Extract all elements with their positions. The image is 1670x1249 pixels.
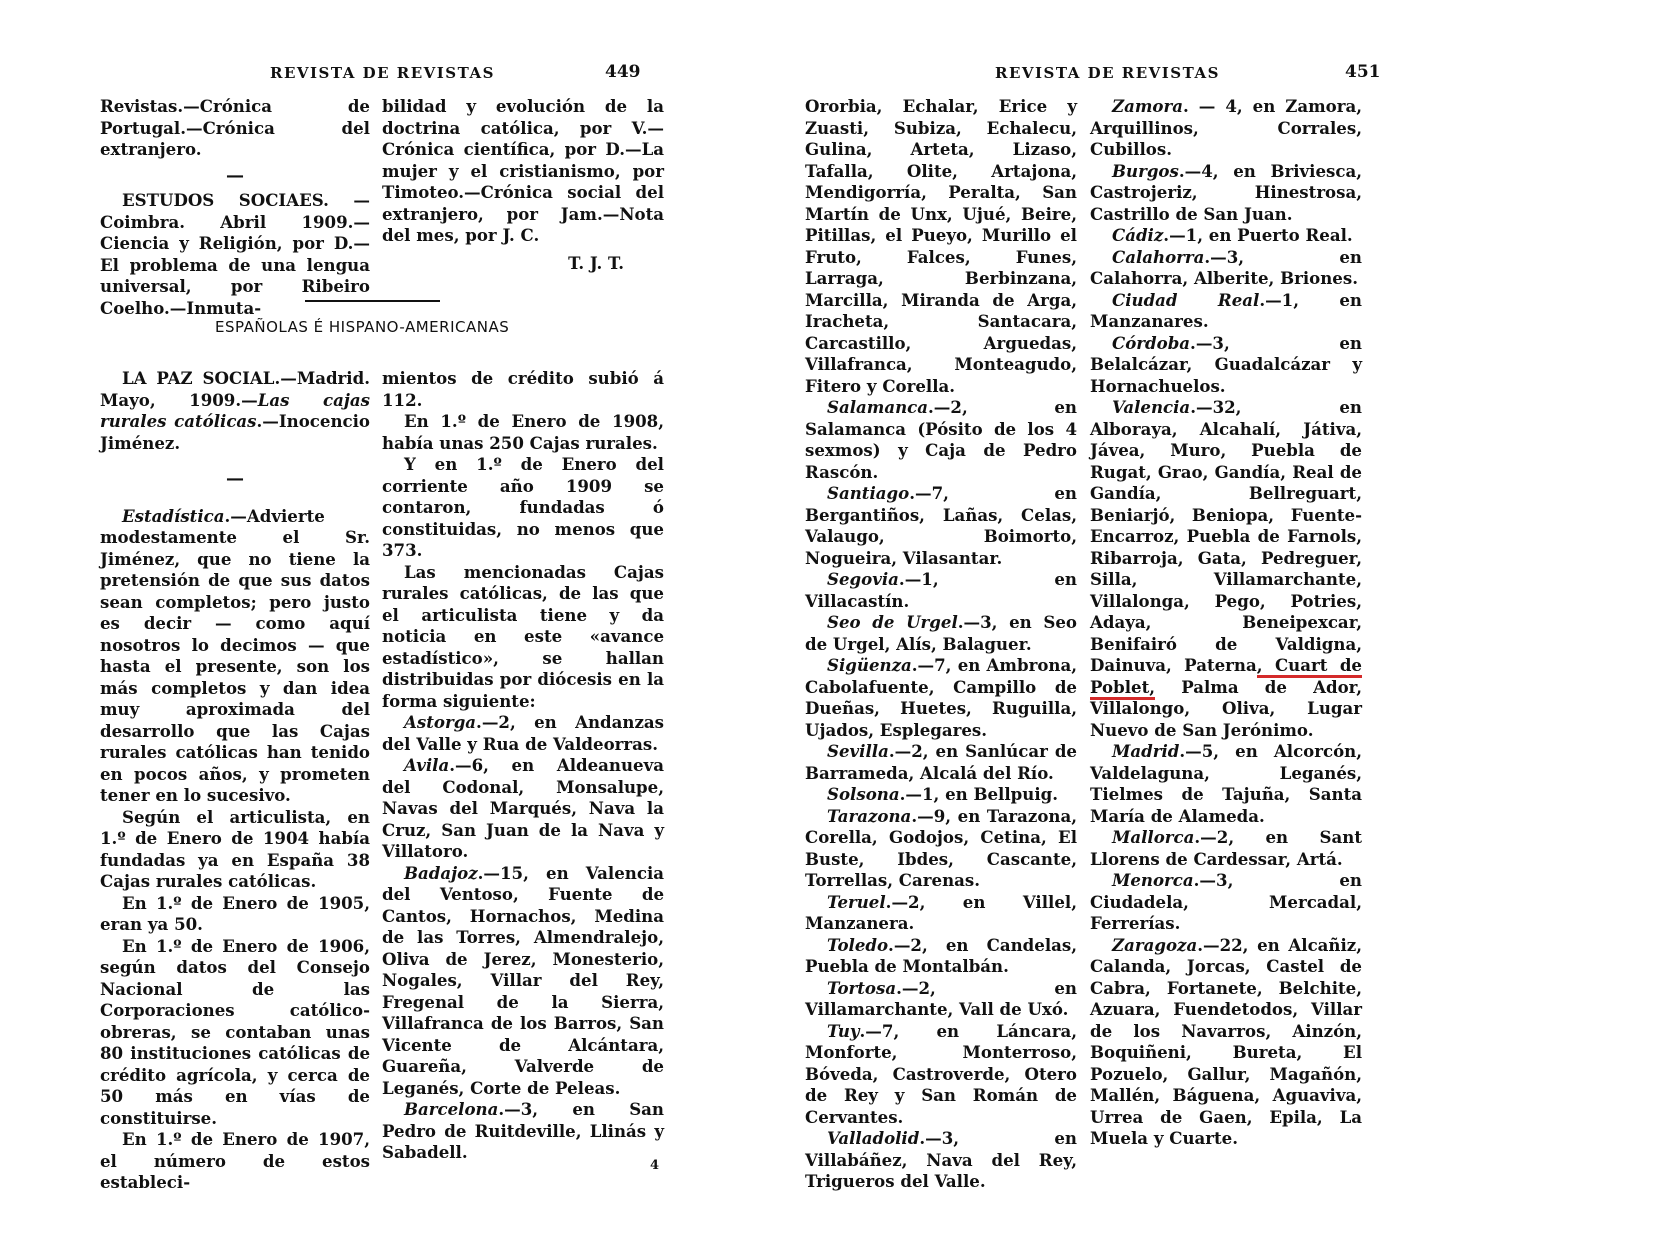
paragraph: Estadística.—Advierte modestamente el Sr. Jiménez, que no tiene la pretensión de que sus datos sean completos; pero justo es decir — como aquí nosotros lo decimos — que hasta el presente, son los más completos y dan idea muy aproximada del desarrollo que las Cajas rurales católicas han tenido en pocos años, y prometen tener en lo sucesivo. bbox=[100, 505, 370, 805]
paragraph: En 1.º de Enero de 1907, el número de estos estableci- bbox=[100, 1129, 370, 1192]
diocese-entry: Seo de Urgel.—3, en Seo de Urgel, Alís, Balaguer. bbox=[805, 612, 1077, 654]
paragraph: Y en 1.º de Enero del corriente año 1909 se contaron, fundadas ó constituidas, no menos que 373. bbox=[382, 454, 664, 560]
paragraph: Según el articulista, en 1.º de Enero de 1904 había fundadas ya en España 38 Cajas rurales católicas. bbox=[100, 806, 370, 891]
diocese-entry: Tuy.—7, en Láncara, Monforte, Monterroso, Bóveda, Castroverde, Otero de Rey y San Román de Cervantes. bbox=[805, 1020, 1077, 1127]
diocese-entry: Solsona.—1, en Bellpuig. bbox=[827, 784, 1059, 804]
journal-name: LA PAZ SOCIAL bbox=[122, 368, 275, 388]
paragraph: Ororbia, Echalar, Erice y Zuasti, Subiza, Echalecu, Gulina, Arteta, Lizaso, Tafalla, Olite, Artajona, Mendigorría, Peralta, San Martín de Unx, Ujué, Beire, Pitillas, el Pueyo, Murillo el Fruto, Falces, Funes, Larraga, Berbinzana, Marcilla, Miranda de Arga, Iracheta, Santacara, Carcastillo, Arguedas, Villafranca, Monteagudo, Fitero y Corella. bbox=[805, 96, 1077, 396]
diocese-entry: Avila.—6, en Aldeanueva del Codonal, Monsalupe, Navas del Marqués, Nava la Cruz, San Juan de la Nava y Villatoro. bbox=[382, 755, 664, 861]
signature-mark: 4 bbox=[650, 1158, 660, 1173]
diocese-entry: Tarazona.—9, en Tarazona, Corella, Godojos, Cetina, El Buste, Ibdes, Cascante, Torrellas, Carenas. bbox=[805, 805, 1077, 890]
diocese-entry: Barcelona.—3, en San Pedro de Ruitdeville, Llinás y Sabadell. bbox=[382, 1099, 664, 1162]
paragraph: ESTUDOS SOCIAES. — Coimbra. Abril 1909.—Ciencia y Religión, por D.—El problema de una lengua universal, por Ribeiro Coelho.—Inmuta- bbox=[100, 190, 370, 318]
left-col1-top bbox=[100, 96, 370, 319]
diocese-entry: Burgos.—4, en Briviesca, Castrojeriz, Hinestrosa, Castrillo de San Juan. bbox=[1090, 160, 1362, 224]
paragraph: En 1.º de Enero de 1906, según datos del Consejo Nacional de las Corporaciones católico-obreras, se contaban unas 80 instituciones católicas de crédito agrícola, y cerca de 50 más en vías de constituirse. bbox=[100, 935, 370, 1128]
red-underline-annotation: , Cuart de Poblet, bbox=[1090, 655, 1362, 700]
running-head: REVISTA DE REVISTAS bbox=[995, 64, 1220, 82]
running-head: REVISTA DE REVISTAS bbox=[270, 64, 495, 82]
separator-dash: — bbox=[226, 164, 244, 186]
diocese-entry: Valladolid.—3, en Villabáñez, Nava del Rey, Trigueros del Valle. bbox=[805, 1128, 1077, 1191]
paragraph: bilidad y evolución de la doctrina católica, por V.—Crónica científica, por D.—La mujer y el cristianismo, por Timoteo.—Crónica social del extranjero, por Jam.—Nota del mes, por J. C. bbox=[382, 96, 664, 245]
diocese-entry: Cádiz.—1, en Puerto Real. bbox=[1112, 225, 1353, 245]
page-number: 449 bbox=[605, 62, 641, 82]
diocese-entry: Córdoba.—3, en Belalcázar, Guadalcázar y Hornachuelos. bbox=[1090, 332, 1362, 396]
signature: T. J. T. bbox=[568, 252, 624, 273]
diocese-entry: Menorca.—3, en Ciudadela, Mercadal, Ferrerías. bbox=[1090, 870, 1362, 933]
diocese-entry-valencia: Valencia.—32, en Alboraya, Alcahalí, Játiva, Jávea, Muro, Puebla de Rugat, Grao, Gandía, Real de Gandía, Bellreguart, Beniarjó, Beniopa, Fuente-Encarroz, Puebla de Farnols, Ribarroja, Gata, Pedreguer, Silla, Villamarchante, Villalonga, Pego, Potries, Adaya, Beneipexcar, Benifairó de Valdigna, Dainuva, Paterna, Cuart de Poblet, Palma de Ador, Villalongo, Oliva, Lugar Nuevo de San Jerónimo. bbox=[1090, 397, 1362, 740]
left-col2-bottom bbox=[382, 368, 664, 1164]
left-col2-top bbox=[382, 96, 664, 274]
paragraph: Las mencionadas Cajas rurales católicas, de las que el articulista tiene y da noticia en este «avance estadístico», se hallan distribuidas por diócesis en la forma siguiente: bbox=[382, 561, 664, 711]
journal-entry: LA PAZ SOCIAL.—Madrid. Mayo, 1909.—Las cajas rurales católicas.—Inocencio Jiménez. bbox=[100, 368, 370, 453]
section-title: ESPAÑOLAS É HISPANO-AMERICANAS bbox=[215, 318, 510, 336]
diocese-entry: Sevilla.—2, en Sanlúcar de Barrameda, Alcalá del Río. bbox=[805, 741, 1077, 783]
diocese-entry: Astorga.—2, en Andanzas del Valle y Rua de Valdeorras. bbox=[382, 712, 664, 754]
diocese-entry: Calahorra.—3, en Calahorra, Alberite, Briones. bbox=[1090, 246, 1362, 288]
separator-dash: — bbox=[226, 468, 244, 489]
diocese-entry: Mallorca.—2, en Sant Llorens de Cardessar, Artá. bbox=[1090, 827, 1362, 869]
diocese-entry: Segovia.—1, en Villacastín. bbox=[805, 569, 1077, 611]
paragraph: Revistas.—Crónica de Portugal.—Crónica del extranjero. bbox=[100, 96, 370, 159]
article-title: Las cajas rurales católicas bbox=[100, 389, 370, 431]
paragraph: En 1.º de Enero de 1905, eran ya 50. bbox=[100, 892, 370, 934]
diocese-entry: Santiago.—7, en Bergantiños, Lañas, Celas, Valaugo, Boimorto, Nogueira, Vilasantar. bbox=[805, 483, 1077, 568]
diocese-entry: Ciudad Real.—1, en Manzanares. bbox=[1090, 289, 1362, 331]
diocese-entry: Teruel.—2, en Villel, Manzanera. bbox=[805, 891, 1077, 933]
paragraph: En 1.º de Enero de 1908, había unas 250 Cajas rurales. bbox=[382, 411, 664, 453]
diocese-entry: Madrid.—5, en Alcorcón, Valdelaguna, Leganés, Tielmes de Tajuña, Santa María de Alameda. bbox=[1090, 741, 1362, 826]
diocese-entry: Sigüenza.—7, en Ambrona, Cabolafuente, Campillo de Dueñas, Huetes, Ruguilla, Ujados, Esplegares. bbox=[805, 655, 1077, 740]
paragraph: mientos de crédito subió á 112. bbox=[382, 368, 664, 410]
diocese-entry: Badajoz.—15, en Valencia del Ventoso, Fuente de Cantos, Hornachos, Medina de las Torres, Almendralejo, Oliva de Jerez, Monesterio, Nogales, Villar del Rey, Fregenal de la Sierra, Villafranca de los Barros, San Vicente de Alcántara, Guareña, Valverde de Leganés, Corte de Peleas. bbox=[382, 862, 664, 1098]
diocese-entry: Zamora. — 4, en Zamora, Arquillinos, Corrales, Cubillos. bbox=[1090, 96, 1362, 159]
diocese-entry: Toledo.—2, en Candelas, Puebla de Montalbán. bbox=[805, 934, 1077, 976]
left-col1-bottom bbox=[100, 368, 370, 1194]
diocese-entry: Zaragoza.—22, en Alcañiz, Calanda, Jorcas, Castel de Cabra, Fortanete, Belchite, Azuara, Fuendetodos, Villar de los Navarros, Ainzón, Boquiñeni, Bureta, El Pozuelo, Gallur, Magañón, Mallén, Báguena, Aguaviva, Urrea de Gaen, Epila, La Muela y Cuarte. bbox=[1090, 934, 1362, 1148]
page-number: 451 bbox=[1345, 62, 1381, 82]
section-rule bbox=[305, 300, 440, 302]
diocese-entry: Salamanca.—2, en Salamanca (Pósito de los 4 sexmos) y Caja de Pedro Rascón. bbox=[805, 397, 1077, 482]
diocese-entry: Tortosa.—2, en Villamarchante, Vall de Uxó. bbox=[805, 977, 1077, 1019]
right-col2 bbox=[1090, 96, 1362, 1150]
right-col1 bbox=[805, 96, 1077, 1193]
